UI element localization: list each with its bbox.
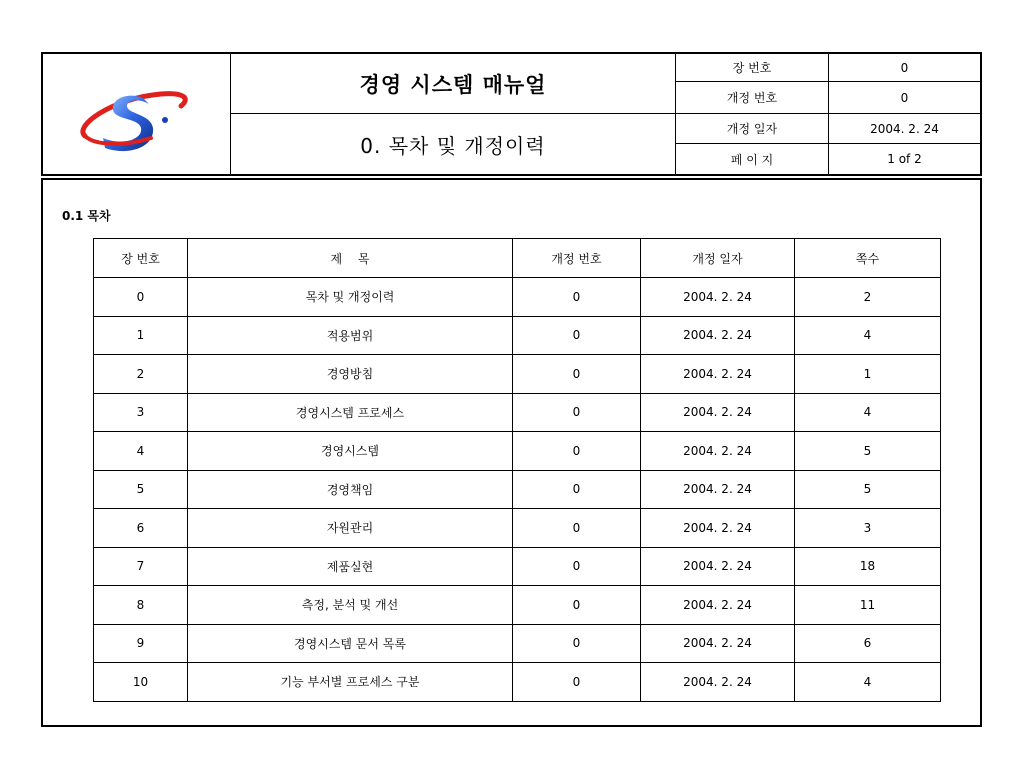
date-cell: 2004. 2. 24 — [641, 278, 795, 317]
table-row — [94, 663, 941, 702]
page-label: 페 이 지 — [676, 144, 829, 174]
table-row — [94, 393, 941, 432]
title-cell: 경영책임 — [188, 470, 513, 509]
title-cell: 경영시스템 문서 목록 — [188, 624, 513, 663]
title-cell: 경영시스템 — [188, 432, 513, 471]
title-cell: 적용범위 — [188, 316, 513, 355]
chapter-cell: 4 — [94, 432, 188, 471]
pages-cell: 2 — [795, 278, 941, 317]
chapter-cell: 1 — [94, 316, 188, 355]
revision-cell: 0 — [513, 509, 641, 548]
pages-cell: 4 — [795, 663, 941, 702]
revision-cell: 0 — [513, 355, 641, 394]
table-row — [94, 624, 941, 663]
title-cell: 제품실현 — [188, 547, 513, 586]
chapter-cell: 0 — [94, 278, 188, 317]
table-row — [94, 509, 941, 548]
revision-cell: 0 — [513, 470, 641, 509]
table-row — [94, 432, 941, 471]
chapter-cell: 2 — [94, 355, 188, 394]
chapter-number-label: 장 번호 — [676, 54, 829, 82]
pages-cell: 4 — [795, 316, 941, 355]
date-cell: 2004. 2. 24 — [641, 432, 795, 471]
date-cell: 2004. 2. 24 — [641, 663, 795, 702]
pages-cell: 5 — [795, 432, 941, 471]
pages-cell: 6 — [795, 624, 941, 663]
document-title: 경영 시스템 매뉴얼 — [231, 54, 676, 114]
date-cell: 2004. 2. 24 — [641, 355, 795, 394]
revision-date-label: 개정 일자 — [676, 114, 829, 144]
page-value: 1 of 2 — [887, 152, 922, 166]
pages-cell: 1 — [795, 355, 941, 394]
table-row — [94, 278, 941, 317]
revision-cell: 0 — [513, 586, 641, 625]
revision-date-value: 2004. 2. 24 — [829, 114, 980, 144]
chapter-cell: 7 — [94, 547, 188, 586]
title-cell: 경영방침 — [188, 355, 513, 394]
chapter-cell: 5 — [94, 470, 188, 509]
table-row — [94, 470, 941, 509]
logo-cell — [43, 54, 231, 174]
document-subtitle: 0. 목차 및 개정이력 — [231, 114, 676, 174]
pages-cell: 5 — [795, 470, 941, 509]
date-cell: 2004. 2. 24 — [641, 624, 795, 663]
section-title: 0.1 목차 — [62, 209, 111, 223]
revision-number-value: 0 — [829, 82, 980, 114]
chapter-number-value: 0 — [829, 54, 980, 82]
title-cell: 경영시스템 프로세스 — [188, 393, 513, 432]
revision-cell: 0 — [513, 663, 641, 702]
table-header-row — [94, 239, 941, 278]
pages-cell: 11 — [795, 586, 941, 625]
chapter-cell: 6 — [94, 509, 188, 548]
title-cell: 기능 부서별 프로세스 구분 — [188, 663, 513, 702]
title-cell: 측정, 분석 및 개선 — [188, 586, 513, 625]
date-cell: 2004. 2. 24 — [641, 470, 795, 509]
pages-cell: 4 — [795, 393, 941, 432]
revision-cell: 0 — [513, 278, 641, 317]
chapter-cell: 10 — [94, 663, 188, 702]
column-header-revision: 개정 번호 — [513, 239, 641, 278]
revision-cell: 0 — [513, 624, 641, 663]
table-row — [94, 547, 941, 586]
revision-cell: 0 — [513, 432, 641, 471]
chapter-cell: 8 — [94, 586, 188, 625]
chapter-cell: 3 — [94, 393, 188, 432]
date-cell: 2004. 2. 24 — [641, 547, 795, 586]
revision-cell: 0 — [513, 316, 641, 355]
pages-cell: 3 — [795, 509, 941, 548]
column-header-title: 제 목 — [188, 239, 513, 278]
revision-number-label: 개정 번호 — [676, 82, 829, 114]
pages-cell: 18 — [795, 547, 941, 586]
column-header-date: 개정 일자 — [641, 239, 795, 278]
column-header-chapter: 장 번호 — [94, 239, 188, 278]
revision-cell: 0 — [513, 547, 641, 586]
document-header — [41, 52, 982, 176]
date-cell: 2004. 2. 24 — [641, 509, 795, 548]
chapter-cell: 9 — [94, 624, 188, 663]
table-row — [94, 586, 941, 625]
title-cell: 목차 및 개정이력 — [188, 278, 513, 317]
date-cell: 2004. 2. 24 — [641, 393, 795, 432]
title-cell: 자원관리 — [188, 509, 513, 548]
date-cell: 2004. 2. 24 — [641, 586, 795, 625]
toc-table — [93, 238, 941, 702]
revision-cell: 0 — [513, 393, 641, 432]
column-header-pages: 쪽수 — [795, 239, 941, 278]
table-row — [94, 316, 941, 355]
company-logo — [43, 54, 231, 174]
table-row — [94, 355, 941, 394]
date-cell: 2004. 2. 24 — [641, 316, 795, 355]
